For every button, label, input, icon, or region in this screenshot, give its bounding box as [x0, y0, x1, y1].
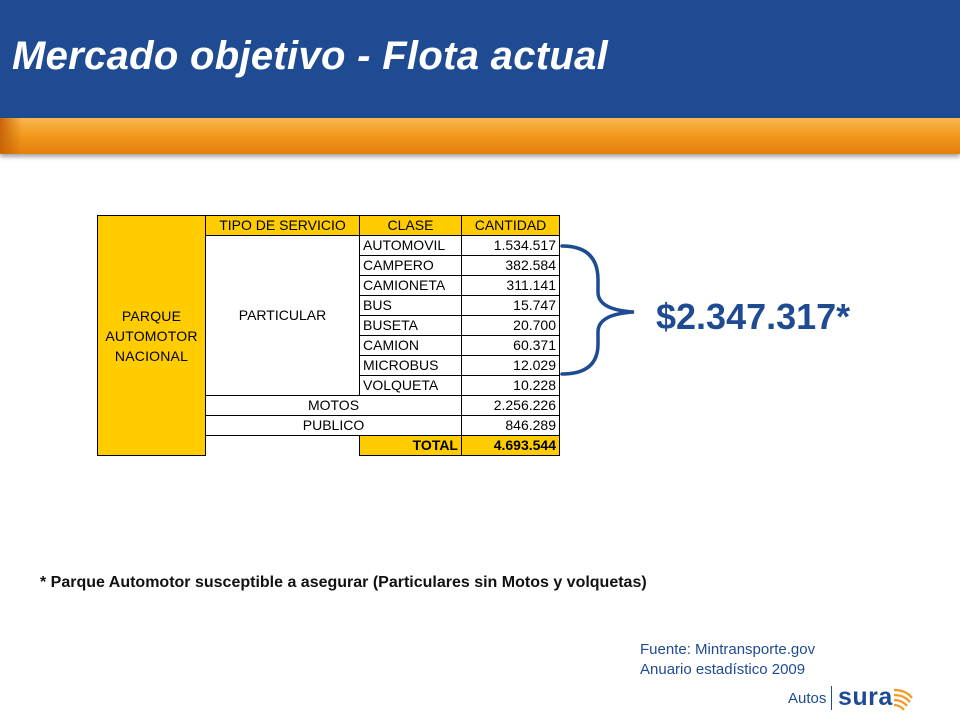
tipo-cell: MOTOS — [206, 396, 462, 416]
clase-cell: VOLQUETA — [360, 376, 462, 396]
fleet-table — [97, 215, 560, 456]
header-tipo-servicio: TIPO DE SERVICIO — [206, 216, 360, 236]
group-label-cell: PARQUE AUTOMOTOR NACIONAL — [98, 216, 206, 456]
cantidad-cell: 12.029 — [462, 356, 560, 376]
cantidad-cell: 60.371 — [462, 336, 560, 356]
clase-cell: CAMION — [360, 336, 462, 356]
header-cantidad: CANTIDAD — [462, 216, 560, 236]
total-value-cell: 4.693.544 — [462, 436, 560, 456]
accent-bar — [0, 118, 960, 154]
cantidad-cell: 311.141 — [462, 276, 560, 296]
curly-brace-icon — [560, 240, 640, 380]
total-label-cell: TOTAL — [360, 436, 462, 456]
clase-cell: BUS — [360, 296, 462, 316]
logo-product-label: Autos — [788, 690, 827, 707]
footnote: * Parque Automotor susceptible a asegurar (Particulares sin Motos y volquetas) — [40, 574, 647, 591]
cantidad-cell: 846.289 — [462, 416, 560, 436]
sura-wing-icon — [892, 686, 916, 712]
logo-divider — [831, 686, 832, 710]
source-line-1: Fuente: Mintransporte.gov — [640, 641, 816, 658]
clase-cell: MICROBUS — [360, 356, 462, 376]
cantidad-cell: 15.747 — [462, 296, 560, 316]
blank-cell — [206, 436, 360, 456]
slide-title: Mercado objetivo - Flota actual — [12, 34, 609, 78]
clase-cell: CAMIONETA — [360, 276, 462, 296]
clase-cell: CAMPERO — [360, 256, 462, 276]
highlight-total: $2.347.317* — [656, 296, 851, 337]
source-note — [640, 640, 815, 680]
cantidad-cell: 1.534.517 — [462, 236, 560, 256]
table-header-row — [98, 216, 560, 236]
cantidad-cell: 20.700 — [462, 316, 560, 336]
cantidad-cell: 10.228 — [462, 376, 560, 396]
cantidad-cell: 382.584 — [462, 256, 560, 276]
clase-cell: BUSETA — [360, 316, 462, 336]
source-line-2: Anuario estadístico 2009 — [640, 661, 806, 678]
clase-cell: AUTOMOVIL — [360, 236, 462, 256]
header-clase: CLASE — [360, 216, 462, 236]
cantidad-cell: 2.256.226 — [462, 396, 560, 416]
logo-brand-label: sura — [838, 683, 893, 711]
tipo-cell: PUBLICO — [206, 416, 462, 436]
particular-label-cell: PARTICULAR — [206, 236, 360, 396]
sura-logo — [782, 684, 932, 714]
title-banner — [0, 0, 960, 118]
